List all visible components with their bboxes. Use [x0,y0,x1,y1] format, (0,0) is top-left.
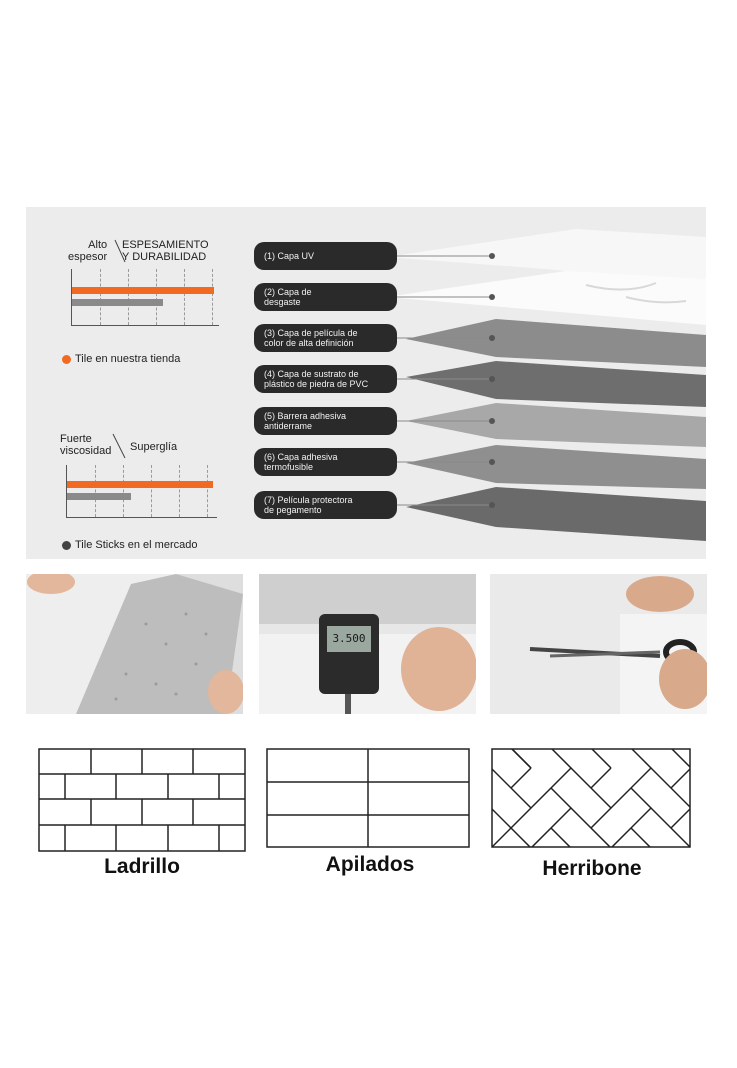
layer-pill-7: (7) Película protectora de pegamento [254,491,397,519]
viscosity-label: Fuerte viscosidad [60,433,112,457]
layer-pill-6: (6) Capa adhesiva termofusible [254,448,397,476]
brick-pattern-icon [38,748,246,852]
market-tile-bar [67,493,131,500]
our-tile-bar [67,481,213,488]
caliper-photo [259,574,476,714]
legend-our-tile [62,353,180,365]
our-tile-bar [72,287,214,294]
layer-pill-3: (3) Capa de película de color de alta definición [254,324,397,352]
herringbone-pattern-icon [491,748,691,848]
orange-dot-icon [62,355,71,364]
market-tile-bar [72,299,163,306]
viscosity-chart [66,465,217,518]
stacked-label: Apilados [325,853,415,876]
legend-market-tile-label: Tile Sticks en el mercado [75,539,198,551]
layer-pill-1: (1) Capa UV [254,242,397,270]
stacked-pattern-icon [266,748,470,848]
legend-market-tile [62,539,197,551]
divider-slash-icon [112,433,126,459]
dark-dot-icon [62,541,71,550]
brick-label: Ladrillo [104,855,180,878]
caliper-reading: 3.500 [332,632,366,645]
layer-pill-2: (2) Capa de desgaste [254,283,397,311]
superglue-label: Superglía [130,441,178,453]
legend-our-tile-label: Tile en nuestra tienda [75,353,181,365]
layer-pill-4: (4) Capa de sustrato de plástico de piedra de PVC [254,365,397,393]
layer-pill-5: (5) Barrera adhesiva antiderrame [254,407,397,435]
layer-infographic [26,207,706,559]
scissors-photo [490,574,707,714]
durability-label: ESPESAMIENTO Y DURABILIDAD [122,239,209,263]
thickness-chart [71,269,219,326]
thickness-label: Alto espesor [68,239,108,263]
herringbone-label: Herribone [542,857,642,880]
peel-photo [26,574,243,714]
